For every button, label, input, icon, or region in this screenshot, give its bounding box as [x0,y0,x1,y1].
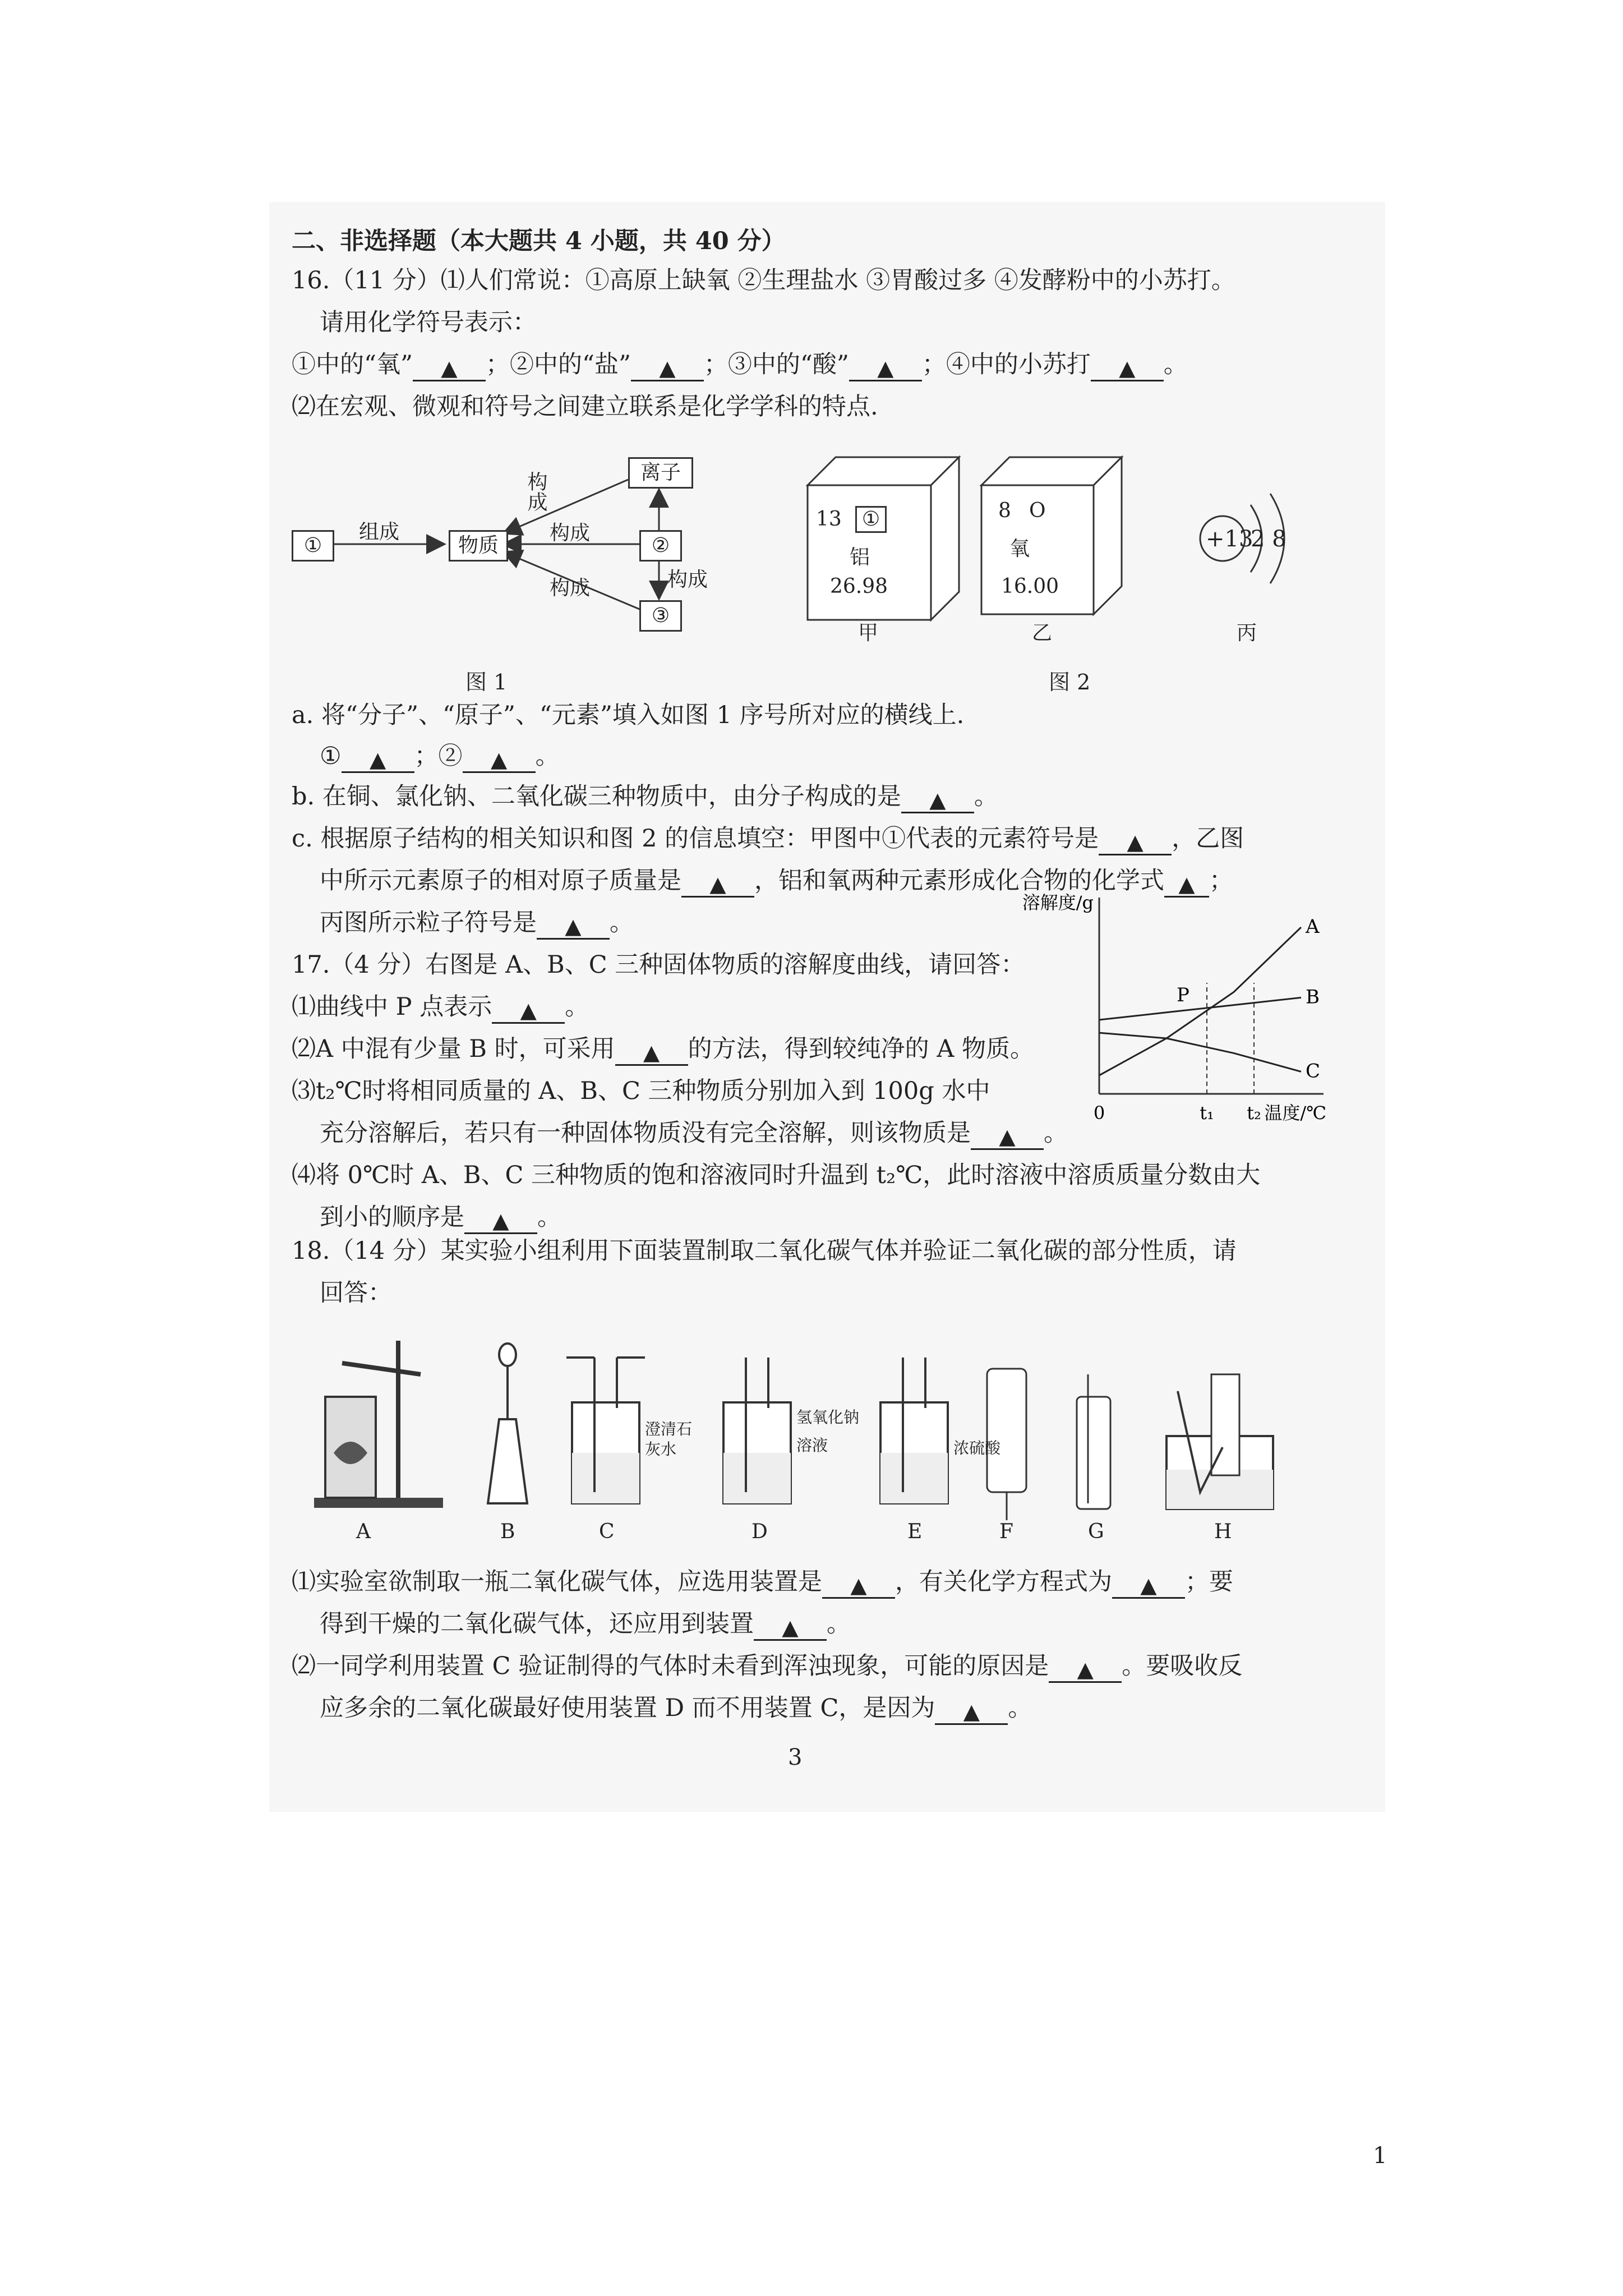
x-tick-label: 0 [1093,1102,1105,1124]
fig2-jia-caption: 甲 [858,622,879,645]
fig2-bing-nucleus: +13 [1206,526,1253,552]
answer-blank[interactable]: ▲ [822,1568,895,1599]
answer-blank[interactable]: ▲ [615,1035,688,1066]
q16-c-line1: c. 根据原子结构的相关知识和图 2 的信息填空：甲图中①代表的元素符号是 ▲ ，乙图 [292,825,1244,854]
answer-blank[interactable]: ▲ [1112,1568,1185,1599]
q16-intro: 16.（11 分）⑴人们常说：①高原上缺氧 ②生理盐水 ③胃酸过多 ④发酵粉中的小苏打。 [292,266,1235,295]
answer-blank[interactable]: ▲ [901,783,974,813]
fig2-yi-mass: 16.00 [1001,575,1059,598]
apparatus-H-label: H [1214,1520,1232,1543]
series-label-A: A [1306,915,1320,938]
q16-fill-line: ①中的“氧” ▲ ；②中的“盐” ▲ ；③中的“酸” ▲ ；④中的小苏打 ▲ 。 [292,351,1188,380]
q16-a-fill: ① ▲ ；② ▲ 。 [320,742,560,772]
fig1-label-constitute-3: 构成 [550,577,591,600]
apparatus-D-label: D [751,1520,768,1543]
apparatus-D-liquid-1: 氢氧化钠 [796,1408,860,1427]
answer-blank[interactable]: ▲ [1099,825,1172,855]
q18-item2b: 应多余的二氧化碳最好使用装置 D 而不用装置 C，是因为 ▲ 。 [320,1694,1032,1724]
q18-item1b: 得到干燥的二氧化碳气体，还应用到装置 ▲ 。 [320,1610,851,1640]
q17-item3a: ⑶t₂℃时将相同质量的 A、B、C 三种物质分别加入到 100g 水中 [292,1077,990,1105]
section-title: 二、非选择题（本大题共 4 小题，共 40 分） [292,227,786,255]
fig2-yi-symbol: O [1029,499,1046,522]
answer-blank[interactable]: ▲ [849,351,922,381]
answer-blank[interactable]: ▲ [464,1203,537,1234]
answer-blank[interactable]: ▲ [971,1119,1044,1150]
fig2-yi-caption: 乙 [1032,622,1053,645]
fig1-node-1: ① [292,530,334,562]
apparatus-E-liquid: 浓硫酸 [953,1439,1001,1457]
q16-instruction: 请用化学符号表示： [320,309,537,337]
series-label-C: C [1306,1060,1321,1083]
fig2-jia-name: 铝 [850,546,870,569]
q18-intro-2: 回答： [320,1279,392,1307]
q18-item1a: ⑴实验室欲制取一瓶二氧化碳气体，应选用装置是 ▲ ，有关化学方程式为 ▲ ；要 [292,1568,1233,1598]
apparatus-E-label: E [907,1520,923,1543]
page-number: 1 [1373,2143,1387,2169]
answer-blank[interactable]: ▲ [537,909,610,940]
q18-item2a: ⑵一同学利用装置 C 验证制得的气体时未看到浑浊现象，可能的原因是 ▲ 。要吸收反 [292,1652,1243,1682]
x-axis-label: 温度/℃ [1264,1102,1326,1124]
q17-item4a: ⑷将 0℃时 A、B、C 三种物质的饱和溶液同时升温到 t₂℃，此时溶液中溶质质量分数由大 [292,1161,1261,1189]
apparatus-F-label: F [999,1520,1013,1543]
answer-blank[interactable]: ▲ [342,742,414,773]
x-tick-label: t₁ [1200,1102,1214,1124]
apparatus-D-liquid-2: 溶液 [796,1436,828,1455]
fig1-caption: 图 1 [465,670,508,694]
point-P-label: P [1177,984,1189,1006]
apparatus-B-label: B [500,1520,515,1543]
q18-intro-1: 18.（14 分）某实验小组利用下面装置制取二氧化碳气体并验证二氧化碳的部分性质，请 [292,1237,1237,1265]
fig2-bing-shells: 2 8 [1251,526,1287,552]
series-line-B [1099,997,1301,1020]
answer-blank[interactable]: ▲ [935,1694,1008,1725]
answer-blank[interactable]: ▲ [1164,867,1209,898]
apparatus-C-label: C [599,1520,615,1543]
fig2-jia-number: 13 [816,508,842,531]
apparatus-A-label: A [356,1520,371,1543]
figure-2 [802,443,1340,645]
fig1-label-constitute-1: 构成 [524,471,547,512]
fig2-caption: 图 2 [1049,670,1091,694]
fig2-jia-mass: 26.98 [830,575,888,598]
fig1-label-constitute-4: 构成 [667,568,708,591]
series-line-C [1099,1033,1301,1071]
answer-blank[interactable]: ▲ [631,351,704,381]
fig1-label-constitute-2: 构成 [550,522,591,545]
fig1-label-compose: 组成 [359,521,400,544]
apparatus-figure [303,1324,1290,1548]
fig2-yi-number: 8 [998,499,1011,522]
q17-item2: ⑵A 中混有少量 B 时，可采用 ▲ 的方法，得到较纯净的 A 物质。 [292,1035,1035,1065]
q16-a: a. 将“分子”、“原子”、“元素”填入如图 1 序号所对应的横线上. [292,701,965,729]
answer-blank[interactable]: ▲ [413,351,486,381]
apparatus-G-label: G [1088,1520,1104,1543]
x-tick-label: t₂ [1247,1102,1261,1124]
fig1-node-3: ③ [639,600,682,632]
apparatus-C-liquid: 澄清石灰水 [645,1420,693,1458]
q16-b: b. 在铜、氯化钠、二氧化碳三种物质中，由分子构成的是 ▲ 。 [292,783,998,812]
q16-c-line3: 丙图所示粒子符号是 ▲ 。 [320,909,634,938]
q17-item4b: 到小的顺序是 ▲ 。 [320,1203,561,1233]
inner-page-number: 3 [788,1745,803,1770]
answer-blank[interactable]: ▲ [463,742,536,773]
q17-intro: 17.（4 分）右图是 A、B、C 三种固体物质的溶解度曲线，请回答： [292,951,1025,979]
fig1-node-substance: 物质 [449,530,508,562]
fig2-jia-symbol: ① [855,506,887,533]
q16-part2: ⑵在宏观、微观和符号之间建立联系是化学学科的特点. [292,393,878,421]
figure-1 [286,449,768,651]
y-axis-label: 溶解度/g [1022,892,1094,913]
fig2-yi-name: 氧 [1009,537,1030,560]
q17-item1: ⑴曲线中 P 点表示 ▲ 。 [292,993,589,1023]
fig1-node-ion: 离子 [628,457,693,489]
fig1-node-2: ② [639,530,682,562]
answer-blank[interactable]: ▲ [492,993,565,1024]
q17-item3b: 充分溶解后，若只有一种固体物质没有完全溶解，则该物质是 ▲ 。 [320,1119,1068,1149]
answer-blank[interactable]: ▲ [1091,351,1164,381]
fig2-bing-caption: 丙 [1237,622,1257,645]
series-label-B: B [1306,986,1320,1009]
q16-c-line2: 中所示元素原子的相对原子质量是 ▲ ，铝和氧两种元素形成化合物的化学式 ▲ ； [320,867,1233,896]
solubility-chart [1022,892,1363,1128]
answer-blank[interactable]: ▲ [754,1610,827,1641]
answer-blank[interactable]: ▲ [681,867,754,898]
answer-blank[interactable]: ▲ [1049,1652,1122,1683]
